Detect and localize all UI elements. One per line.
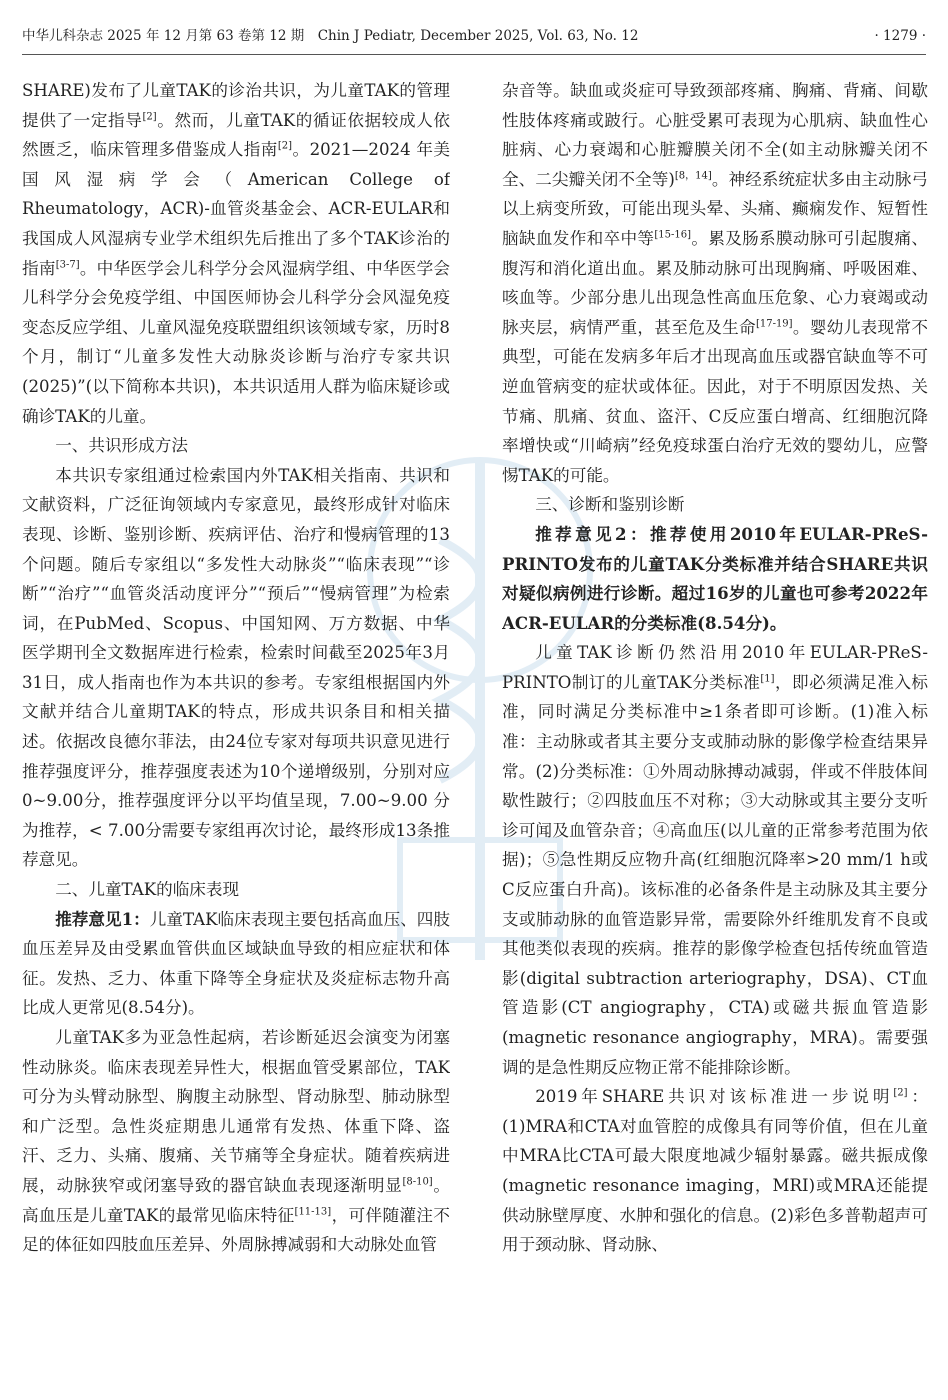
paragraph-intro-continued: SHARE)发布了儿童TAK的诊治共识，为儿童TAK的管理提供了一定指导[2]。然而，儿童TAK的循证依据较成人依然匮乏，临床管理多借鉴成人指南[2]。2021—2024 年美国风湿病学会（American College of Rheumatology，ACR)-血管炎基金会、ACR-EULAR和我国成人风湿病专业学术组织先后推出了多个TAK诊治的指南[3-7]。中华医学会儿科学分会风湿病学组、中华医学会儿科学分会免疫学组、中国医师协会儿科学分会风湿免疫变态反应学组、儿童风湿免疫联盟组织该领域专家，历时8个月，制订“儿童多发性大动脉炎诊断与治疗专家共识(2025)”(以下简称本共识)，本共识适用人群为临床疑诊或确诊TAK的儿童。	[22, 81, 450, 426]
recommendation-1-label: 推荐意见1：	[55, 908, 150, 929]
section-heading-clinical: 二、儿童TAK的临床表现	[55, 880, 240, 900]
left-column	[22, 76, 450, 1380]
paragraph-clinical: 儿童TAK多为亚急性起病，若诊断延迟会演变为闭塞性动脉炎。临床表现差异性大，根据血管受累部位，TAK可分为头臂动脉型、胸腹主动脉型、肾动脉型、肺动脉型和广泛型。急性炎症期患儿通常有发热、体重下降、盗汗、乏力、头痛、腹痛、关节痛等全身症状。随着疾病进展，动脉狭窄或闭塞导致的器官缺血表现逐渐明显[8-10]。高血压是儿童TAK的最常见临床特征[11-13]，可伴随灌注不足的体征如四肢血压差异、外周脉搏减弱和大动脉处血管	[22, 1028, 450, 1255]
recommendation-2: 推荐意见2：推荐使用2010年EULAR-PReS-PRINTO发布的儿童TAK分类标准并结合SHARE共识对疑似病例进行诊断。超过16岁的儿童也可参考2022年ACR-EULAR的分类标准(8.54分)。	[502, 523, 928, 633]
page-number: · 1279 ·	[874, 28, 926, 44]
paragraph-clinical-continued: 杂音等。缺血或炎症可导致颈部疼痛、胸痛、背痛、间歇性肢体疼痛或跛行。心脏受累可表现为心肌病、缺血性心脏病、心力衰竭和心脏瓣膜关闭不全(如主动脉瓣关闭不全、二尖瓣关闭不全等)[8，14]。神经系统症状多由主动脉弓以上病变所致，可能出现头晕、头痛、癫痫发作、短暂性脑缺血发作和卒中等[15-16]。累及肠系膜动脉可引起腹痛、腹泻和消化道出血。累及肺动脉可出现胸痛、呼吸困难、咳血等。少部分患儿出现急性高血压危象、心力衰竭或动脉夹层，病情严重，甚至危及生命[17-19]。婴幼儿表现常不典型，可能在发病多年后才出现高血压或器官缺血等不可逆血管病变的症状或体征。因此，对于不明原因发热、关节痛、肌痛、贫血、盗汗、C反应蛋白增高、红细胞沉降率增快或“川崎病”经免疫球蛋白治疗无效的婴幼儿，应警惕TAK的可能。	[502, 81, 928, 485]
paragraph-share: 2019年SHARE共识对该标准进一步说明[2]：(1)MRA和CTA对血管腔的成像具有同等价值，但在儿童中MRA比CTA可最大限度地减少辐射暴露。磁共振成像(magnetic resonance imaging，MRI)或MRA还能提供动脉壁厚度、水肿和强化的信息。(2)彩色多普勒超声可用于颈动脉、肾动脉、	[502, 1087, 928, 1255]
section-heading-diagnosis: 三、诊断和鉴别诊断	[535, 495, 685, 515]
journal-citation: 中华儿科杂志 2025 年 12 月第 63 卷第 12 期 Chin J Pediatr, December 2025, Vol. 63, No. 12	[22, 28, 639, 44]
running-header	[22, 18, 926, 55]
paragraph-methods: 本共识专家组通过检索国内外TAK相关指南、共识和文献资料，广泛征询领域内专家意见，最终形成针对临床表现、诊断、鉴别诊断、疾病评估、治疗和慢病管理的13个问题。随后专家组以“多发性大动脉炎”“临床表现”“诊断”“治疗”“血管炎活动度评分”“预后”“慢病管理”为检索词，在PubMed、Scopus、中国知网、万方数据、中华医学期刊全文数据库进行检索，检索时间截至2025年3月31日，成人指南也作为本共识的参考。专家组根据国内外文献并结合儿童期TAK的特点，形成共识条目和相关描述。依据改良德尔菲法，由24位专家对每项共识意见进行推荐强度评分，推荐强度表述为10个递增级别，分别对应0~9.00分，推荐强度评分以平均值呈现，7.00~9.00 分为推荐，< 7.00分需要专家组再次讨论，最终形成13条推荐意见。	[22, 465, 450, 870]
paragraph-criteria: 儿童TAK诊断仍然沿用2010年EULAR-PReS-PRINTO制订的儿童TAK分类标准[1]，即必须满足准入标准，同时满足分类标准中≥1条者即可诊断。(1)准入标准：主动脉或者其主要分支或肺动脉的影像学检查结果异常。(2)分类标准：①外周动脉搏动减弱，伴或不伴肢体间歇性跛行；②四肢血压不对称；③大动脉或其主要分支听诊可闻及血管杂音；④高血压(以儿童的正常参考范围为依据)；⑤急性期反应物升高(红细胞沉降率>20 mm/1 h或C反应蛋白升高)。该标准的必备条件是主动脉及其主要分支或肺动脉的血管造影异常，需要除外纤维肌发育不良或其他类似表现的疾病。推荐的影像学检查包括传统血管造影(digital subtraction arteriography，DSA)、CT血管造影(CT angiography，CTA)或磁共振血管造影(magnetic resonance angiography，MRA)。需要强调的是急性期反应物正常不能排除诊断。	[502, 643, 928, 1077]
recommendation-2-label: 推荐意见2：	[535, 523, 650, 544]
right-column	[502, 76, 928, 1380]
recommendation-1: 推荐意见1：儿童TAK临床表现主要包括高血压、四肢血压差异及由受累血管供血区域缺血导致的相应症状和体征。发热、乏力、体重下降等全身症状及炎症标志物升高比成人更常见(8.54分)。	[22, 908, 450, 1018]
section-heading-methods: 一、共识形成方法	[55, 436, 188, 456]
